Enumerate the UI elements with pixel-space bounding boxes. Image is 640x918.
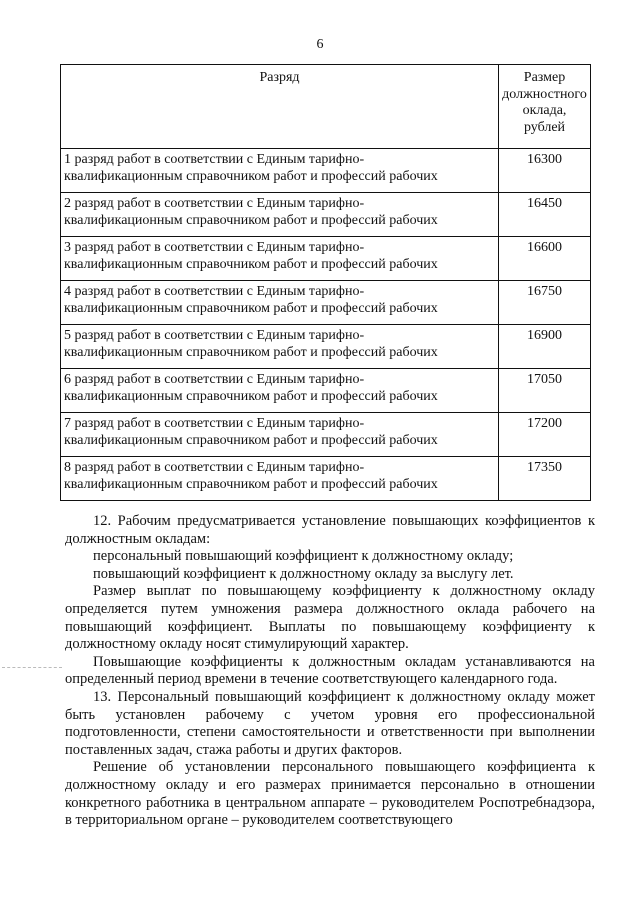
salary-cell: 17050 bbox=[499, 369, 591, 413]
grade-cell bbox=[61, 281, 499, 325]
paragraph: Решение об установлении персонального повышающего коэффициента к должностному окладу и его размерах принимается персонально в отношении конкретного работника в центральном аппарате – руководителем Роспотребнадзора, в территориальном органе – руководителем соответствующего bbox=[65, 759, 595, 829]
header-salary-line: Размер bbox=[523, 70, 566, 85]
grade-line: 6 разряд работ в соответствии с Единым тарифно- bbox=[64, 372, 365, 387]
grade-line: 4 разряд работ в соответствии с Единым тарифно- bbox=[64, 284, 365, 299]
header-salary-line: оклада, bbox=[522, 103, 567, 118]
grade-cell bbox=[61, 413, 499, 457]
salary-table bbox=[60, 64, 591, 501]
table-row bbox=[61, 193, 591, 237]
paragraph-12: 12. Рабочим предусматривается установление повышающих коэффициентов к должностным окладам: bbox=[65, 513, 595, 547]
table-header-row bbox=[61, 65, 591, 149]
table-row bbox=[61, 325, 591, 369]
grade-line: квалификационным справочником работ и профессий рабочих bbox=[64, 476, 438, 492]
header-salary bbox=[499, 65, 591, 149]
grade-line: квалификационным справочником работ и профессий рабочих bbox=[64, 300, 438, 316]
salary-cell: 16600 bbox=[499, 237, 591, 281]
header-salary-line: рублей bbox=[523, 119, 566, 135]
grade-line: квалификационным справочником работ и профессий рабочих bbox=[64, 168, 438, 184]
salary-cell: 17350 bbox=[499, 457, 591, 501]
table-row bbox=[61, 149, 591, 193]
grade-line: квалификационным справочником работ и профессий рабочих bbox=[64, 212, 438, 228]
grade-line: квалификационным справочником работ и профессий рабочих bbox=[64, 256, 438, 272]
header-salary-line: должностного bbox=[502, 86, 587, 102]
body-text bbox=[65, 513, 595, 830]
table-row bbox=[61, 369, 591, 413]
list-item: персональный повышающий коэффициент к должностному окладу; bbox=[93, 548, 514, 565]
salary-cell: 16450 bbox=[499, 193, 591, 237]
salary-cell: 16300 bbox=[499, 149, 591, 193]
grade-cell bbox=[61, 457, 499, 501]
grade-line: 1 разряд работ в соответствии с Единым тарифно- bbox=[64, 152, 365, 167]
table-row bbox=[61, 237, 591, 281]
salary-cell: 17200 bbox=[499, 413, 591, 457]
margin-mark bbox=[2, 667, 62, 670]
grade-line: 8 разряд работ в соответствии с Единым тарифно- bbox=[64, 460, 365, 475]
grade-cell bbox=[61, 193, 499, 237]
grade-line: квалификационным справочником работ и профессий рабочих bbox=[64, 388, 438, 404]
grade-line: 2 разряд работ в соответствии с Единым тарифно- bbox=[64, 196, 365, 211]
grade-cell bbox=[61, 369, 499, 413]
salary-cell: 16750 bbox=[499, 281, 591, 325]
header-grade: Разряд bbox=[61, 65, 499, 149]
paragraph-13: 13. Персональный повышающий коэффициент к должностному окладу может быть установлен рабочему с учетом уровня его профессиональной подготовленности, степени самостоятельности и ответственности при выполнении поставленных задач, стажа работы и других факторов. bbox=[65, 688, 595, 758]
table-row bbox=[61, 281, 591, 325]
grade-line: 3 разряд работ в соответствии с Единым тарифно- bbox=[64, 240, 365, 255]
table-row bbox=[61, 413, 591, 457]
list-item: повышающий коэффициент к должностному окладу за выслугу лет. bbox=[93, 565, 514, 582]
grade-cell bbox=[61, 237, 499, 281]
grade-line: 7 разряд работ в соответствии с Единым тарифно- bbox=[64, 416, 365, 431]
grade-line: квалификационным справочником работ и профессий рабочих bbox=[64, 344, 438, 360]
grade-cell bbox=[61, 149, 499, 193]
grade-line: 5 разряд работ в соответствии с Единым тарифно- bbox=[64, 328, 365, 343]
grade-cell bbox=[61, 325, 499, 369]
salary-cell: 16900 bbox=[499, 325, 591, 369]
page-number: 6 bbox=[316, 37, 324, 52]
paragraph: Повышающие коэффициенты к должностным окладам устанавливаются на определенный период времени в течение соответствующего календарного года. bbox=[65, 653, 595, 688]
grade-line: квалификационным справочником работ и профессий рабочих bbox=[64, 432, 438, 448]
table-row bbox=[61, 457, 591, 501]
paragraph: Размер выплат по повышающему коэффициенту к должностному окладу определяется путем умножения размера должностного оклада рабочего на повышающий коэффициент. Выплаты по повышающему коэффициенту к должностному окладу носят стимулирующий характер. bbox=[65, 583, 595, 653]
